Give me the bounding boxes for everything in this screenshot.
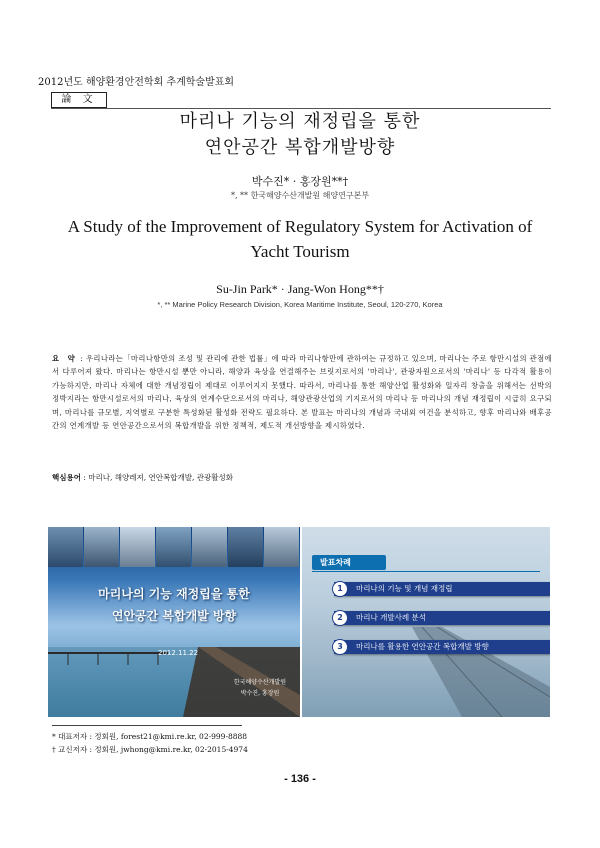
keywords [52, 472, 552, 483]
title-en-line-1: A Study of the Improvement of Regulatory System for Activation of [67, 217, 533, 236]
affiliation-ko: *, ** 한국해양수산개발원 해양연구본부 [230, 191, 370, 200]
marina-photo [228, 527, 263, 567]
keywords-label: 핵심용어 [52, 473, 81, 482]
slide-title-image [48, 527, 300, 717]
slide1-date: 2012.11.22 [158, 649, 199, 657]
agenda-number: 2 [332, 610, 348, 626]
slide1-presenter-names: 박수진, 홍장원 [240, 690, 280, 697]
slide1-title-line-2: 연안공간 복합개발 방향 [111, 609, 237, 623]
title-ko-line-2: 연안공간 복합개발방향 [204, 137, 396, 158]
title-ko-line-1: 마리나 기능의 재정립을 통한 [179, 111, 421, 132]
slide2-heading: 발표차례 [312, 555, 386, 570]
slide2-heading-underline [312, 571, 540, 572]
conference-name: 2012년도 해양환경안전학회 추계학술발표회 [38, 77, 235, 88]
title-en-line-2: Yacht Tourism [250, 242, 350, 261]
slide1-presenters [224, 677, 296, 699]
marina-photo [84, 527, 119, 567]
marina-photo-strip [48, 527, 300, 567]
footnote-corresponding: * 대표저자 : 정회원, forest21@kmi.re.kr, 02-999-8888 [52, 732, 248, 741]
marina-photo [264, 527, 299, 567]
agenda-item: 마리나의 기능 및 개념 재정립 [334, 582, 550, 596]
footnote-author: † 교신저자 : 정회원, jwhong@kmi.re.kr, 02-2015-4974 [52, 745, 248, 754]
agenda-item: 마리나 개발사례 분석 [334, 611, 550, 625]
marina-photo [48, 527, 83, 567]
affiliation-en: *, ** Marine Policy Research Division, Korea Maritime Institute, Seoul, 120-270, Korea [157, 300, 443, 309]
abstract-label: 요 약 [52, 354, 78, 363]
marina-photo [120, 527, 155, 567]
marina-photo [192, 527, 227, 567]
abstract [52, 352, 552, 432]
authors-en: Su-Jin Park* · Jang-Won Hong**† [216, 282, 384, 296]
footnote-divider [52, 725, 242, 726]
page-number: - 136 - [284, 773, 316, 785]
slide1-title-line-1: 마리나의 기능 재정립을 통한 [98, 587, 250, 601]
paper-type-tag: 論 文 [51, 92, 107, 108]
abstract-text: : 우리나라는「마리나항만의 조성 및 관리에 관한 법률」에 따라 마리나항만에 관하여는 규정하고 있으며, 마리나는 주로 항만시설의 관점에서 다루어져 왔다. 마리나는 항만시설 뿐만 아니라, 해양과 육상을 연결해주는 브릿지로서의 '마리나', 관광자원으로서의 '마리나' 등 다각적 활용이 가능하지만, 마리나 자체에 대한 개념정립이 제대로 이루어지지 못했다. 따라서, 마리나를 통한 해양산업 활성화와 일자리 창출을 위해서는 선박의 정박지라는 항만시설로서의 마리나, 육상의 연계수단으로서의 마리나, 해양관광산업의 기지로서의 마리나 등 마리나의 개념 재정립이 시급히 요구되며, 마리나를 규모별, 지역별로 구분한 특성화된 활성화 전략도 필요하다. 본 발표는 마리나의 개념과 국내외 여건을 분석하고, 향후 마리나와 배후공간의 연계개발 등 연안공간으로서의 복합개발을 위한 정책적, 제도적 개선방향을 제시하였다. [52, 354, 552, 431]
agenda-number: 3 [332, 639, 348, 655]
slide1-org: 한국해양수산개발원 [233, 679, 287, 686]
agenda-number: 1 [332, 581, 348, 597]
keywords-text: : 마리나, 해양레져, 연안복합개발, 관광활성화 [80, 473, 233, 482]
authors-ko: 박수진* · 홍장원**† [251, 175, 349, 188]
agenda-item: 마리나를 활용한 연안공간 복합개발 방향 [334, 640, 550, 654]
marina-photo [156, 527, 191, 567]
slide-agenda-image [302, 527, 550, 717]
